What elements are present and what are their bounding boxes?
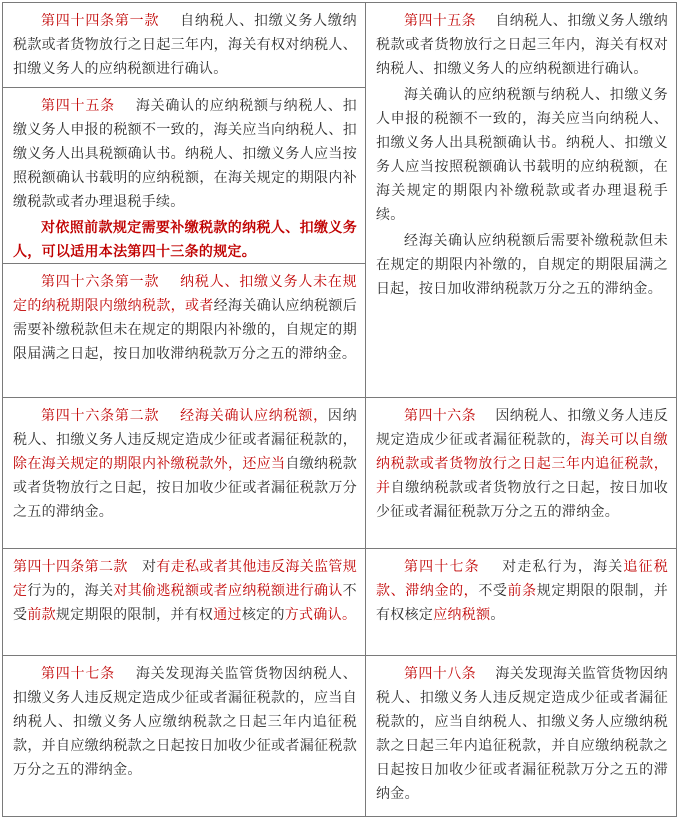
left-article-45	[13, 94, 357, 214]
added-text: 有走私或者其他违反海关监管规定	[13, 559, 357, 599]
added-text: 通过	[213, 607, 242, 623]
added-text: 经海关确认应纳税额，	[180, 408, 328, 424]
article-tag: 第四十六条第二款	[41, 408, 160, 424]
article-tag: 第四十五条	[41, 98, 115, 114]
left-article-46-2	[13, 404, 357, 524]
article-tag: 第四十五条	[404, 13, 476, 29]
added-text: 前款	[27, 607, 56, 623]
left-cell-2	[2, 87, 366, 264]
article-text: 规定期限的限制，并有权核定	[376, 583, 668, 623]
article-text: 规定期限的限制，并有权	[55, 607, 214, 623]
article-text: 海关确认的应纳税额与纳税人、扣缴义务人申报的税额不一致的，海关应当向纳税人、扣缴义务人出具税额确认书。纳税人、扣缴义务人应当按照税额确认书载明的应纳税额，在海关规定的期限内补缴税款或者办理退税手续。	[13, 98, 357, 210]
article-text: 行为的，海关	[27, 583, 114, 599]
right-article-45-para-3: 经海关确认应纳税额后需要补缴税款但未在规定的期限内补缴的，自规定的期限届满之日起，按日加收滞纳税款万分之五的滞纳金。	[376, 233, 668, 297]
article-text: 。	[490, 607, 505, 623]
article-text: 因纳税人、扣缴义务人违反规定造成少征或者漏征税款的，	[13, 408, 357, 448]
article-text: 自缴纳税款或者货物放行之日起，按日加收少征或者漏征税款万分之五的滞纳金。	[13, 456, 357, 520]
right-article-48	[376, 662, 668, 806]
article-text: 海关发现海关监管货物因纳税人、扣缴义务人违反规定造成少征或者漏征税款的，应当自纳税人、扣缴义务人应缴纳税款之日起三年内追征税款，并自应缴纳税款之日起按日加收少征或者漏征税款万分之五的滞纳金。	[376, 666, 668, 802]
left-cell-3	[2, 263, 366, 398]
changed-text: 追征税款、滞纳金的，	[376, 559, 668, 599]
article-text: 核定的	[241, 607, 285, 623]
article-tag: 第四十七条	[404, 559, 480, 575]
left-article-44-2	[13, 555, 357, 627]
article-text: 自纳税人、扣缴义务人缴纳税款或者货物放行之日起三年内，海关有权对纳税人、扣缴义务人的应纳税额进行确认。	[13, 13, 357, 77]
article-tag: 第四十四条第一款	[41, 13, 160, 29]
article-tag: 第四十七条	[41, 666, 115, 682]
article-text: 经海关确认应纳税额后需要补缴税款但未在规定的期限内补缴的，自规定的期限届满之日起，按日加收滞纳税款万分之五的滞纳金。	[13, 298, 357, 362]
article-text: 对	[142, 559, 157, 575]
article-text: 对走私行为，海关	[502, 559, 624, 575]
added-text: 对其偷逃税额或者应纳税额进行确认	[113, 583, 343, 599]
changed-text: 应纳税额	[433, 607, 491, 623]
article-text: 海关发现海关监管货物因纳税人、扣缴义务人违反规定造成少征或者漏征税款的，应当自纳税人、扣缴义务人应缴纳税款之日起三年内追征税款，并自应缴纳税款之日起按日加收少征或者漏征税款万分之五的滞纳金。	[13, 666, 357, 778]
left-article-45-added: 对依照前款规定需要补缴税款的纳税人、扣缴义务人，可以适用本法第四十三条的规定。	[13, 220, 357, 260]
right-cell-4	[365, 655, 677, 817]
article-text: 自纳税人、扣缴义务人缴纳税款或者货物放行之日起三年内，海关有权对纳税人、扣缴义务人的应纳税额进行确认。	[376, 13, 668, 77]
article-text: 因纳税人、扣缴义务人违反规定造成少征或者漏征税款的，	[376, 408, 668, 448]
right-cell-2	[365, 397, 677, 549]
right-article-45-para-2: 海关确认的应纳税额与纳税人、扣缴义务人申报的税额不一致的，海关应当向纳税人、扣缴义务人出具税额确认书。纳税人、扣缴义务人应当按照税额确认书载明的应纳税额，在海关规定的期限内补缴税款或者办理退税手续。	[376, 87, 668, 223]
added-text: 方式确认。	[284, 607, 357, 623]
right-article-47	[376, 555, 668, 627]
left-cell-5	[2, 548, 366, 656]
added-text: 纳税人、扣缴义务人未在规定的纳税期限内缴纳税款，或者	[13, 274, 357, 314]
left-article-47	[13, 662, 357, 782]
article-tag: 第四十四条第二款	[13, 559, 128, 575]
article-tag: 第四十八条	[404, 666, 476, 682]
left-cell-4	[2, 397, 366, 549]
changed-text: 前条	[507, 583, 537, 599]
left-cell-1	[2, 2, 366, 88]
right-cell-3	[365, 548, 677, 656]
article-text: 不受	[478, 583, 508, 599]
article-text: 不受	[13, 583, 357, 623]
left-article-44-1	[13, 9, 357, 81]
right-article-45	[376, 9, 668, 81]
article-tag: 第四十六条	[404, 408, 476, 424]
left-article-46-1	[13, 270, 357, 366]
article-tag: 第四十六条第一款	[41, 274, 160, 290]
right-cell-1	[365, 2, 677, 398]
right-article-46	[376, 404, 668, 524]
article-text: 自缴纳税款或者货物放行之日起，按日加收少征或者漏征税款万分之五的滞纳金。	[376, 480, 668, 520]
added-text: 除在海关规定的期限内补缴税款外，还应当	[13, 456, 286, 472]
left-cell-6	[2, 655, 366, 817]
changed-text: 海关可以自缴纳税款或者货物放行之日起三年内追征税款，并	[376, 432, 668, 496]
